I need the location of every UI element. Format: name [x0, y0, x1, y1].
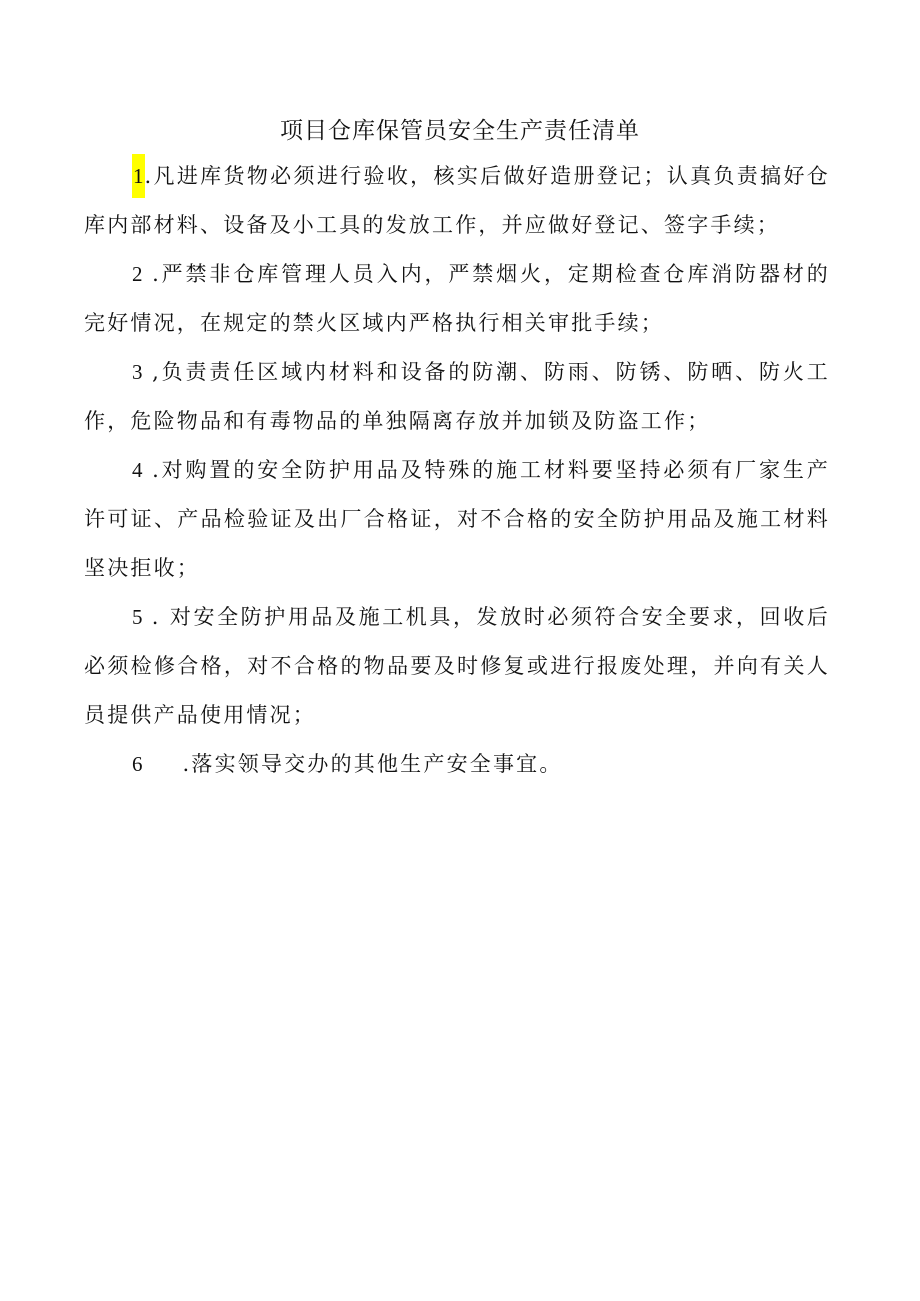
list-item-1 — [84, 152, 830, 250]
document-title: 项目仓库保管员安全生产责任清单 — [280, 118, 640, 144]
item-text-1: .凡进库货物必须进行验收，核实后做好造册登记；认真负责搞好仓库内部材料、设备及小工具的发放工作，并应做好登记、签字手续； — [84, 164, 830, 237]
item-text-4: .对购置的安全防护用品及特殊的施工材料要坚持必须有厂家生产许可证、产品检验证及出厂合格证，对不合格的安全防护用品及施工材料坚决拒收； — [84, 458, 830, 580]
item-text-5: . 对安全防护用品及施工机具，发放时必须符合安全要求，回收后必须检修合格，对不合格的物品要及时修复或进行报废处理，并向有关人员提供产品使用情况； — [84, 605, 830, 727]
list-item-3 — [84, 348, 830, 446]
item-text-3: ,负责责任区域内材料和设备的防潮、防雨、防锈、防晒、防火工作，危险物品和有毒物品的单独隔离存放并加锁及防盗工作； — [84, 360, 830, 433]
item-number-2: 2 — [132, 262, 143, 286]
list-item-2 — [84, 250, 830, 348]
item-text-2: .严禁非仓库管理人员入内，严禁烟火，定期检查仓库消防器材的完好情况，在规定的禁火区域内严格执行相关审批手续； — [84, 262, 830, 335]
document-body — [84, 152, 830, 789]
item-number-5: 5 — [132, 605, 143, 629]
item-number-1: 1 — [132, 154, 145, 198]
item-number-3: 3 — [132, 360, 143, 384]
item-text-6: .落实领导交办的其他生产安全事宜。 — [182, 752, 563, 776]
list-item-5 — [84, 593, 830, 740]
list-item-6 — [84, 740, 830, 789]
item-number-4: 4 — [132, 458, 143, 482]
list-item-4 — [84, 446, 830, 593]
item-number-6: 6 — [132, 752, 143, 776]
